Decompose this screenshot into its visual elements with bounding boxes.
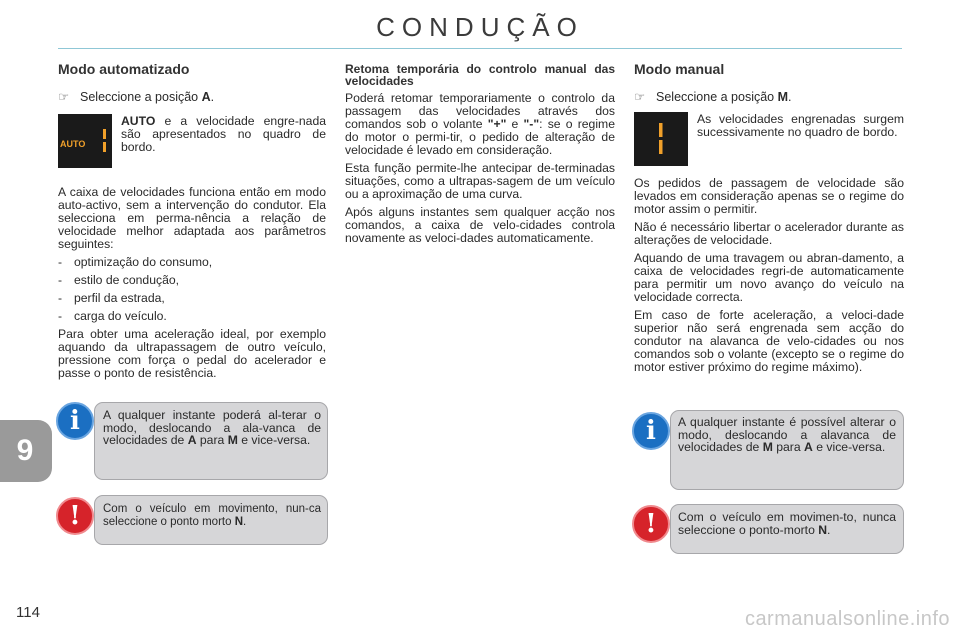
heading-automatic-mode: Modo automatizado [58, 61, 190, 77]
header-rule [58, 48, 902, 49]
page-number: 114 [16, 604, 40, 621]
manual-display-description: As velocidades engrenadas surgem sucessivamente no quadro de bordo. [697, 112, 904, 139]
paragraph: Não é necessário libertar o acelerador durante as alterações de velocidade. [634, 220, 904, 247]
heading-manual-mode: Modo manual [634, 61, 725, 77]
list-item: - perfil da estrada, [58, 291, 165, 305]
paragraph: Esta função permite-lhe antecipar de-terminadas situações, como a ultrapas-sagem de um veículo ou a aproximação de uma curva. [345, 161, 615, 201]
pointing-hand-icon: ☞ [58, 90, 70, 104]
bullet-select-m: ☞ Seleccione a posição M. [634, 90, 792, 104]
page-header [0, 0, 960, 50]
warning-text-right: Com o veículo em movimen-to, nunca seleccione o ponto-morto N. [678, 510, 896, 537]
pointing-hand-icon: ☞ [634, 90, 646, 104]
list-item: - carga do veículo. [58, 309, 167, 323]
auto-display-label: AUTO [60, 139, 86, 149]
info-text-right: A qualquer instante é possível alterar o modo, deslocando a alavanca de velocidades de M para A e vice-versa. [678, 415, 896, 455]
page-title: CONDUÇÃO [376, 12, 584, 42]
dashboard-auto-display [58, 114, 112, 168]
paragraph: A caixa de velocidades funciona então em modo auto-activo, sem a intervenção do condutor. Ela selecciona em perma-nência a relação de velocidade melhor adaptada aos parâmetros seguintes: [58, 185, 326, 251]
list-item: - optimização do consumo, [58, 255, 213, 269]
watermark: carmanualsonline.info [744, 608, 950, 630]
paragraph: Aquando de uma travagem ou abran-damento, a caixa de velocidades regri-de automaticamente para permitir um novo avanço do veículo na velocidade correcta. [634, 251, 904, 304]
bullet-select-a: ☞ Seleccione a posição A. [58, 90, 215, 104]
warning-icon: ! [56, 497, 94, 535]
list-item: - estilo de condução, [58, 273, 180, 287]
paragraph: Após alguns instantes sem qualquer acção nos comandos, a caixa de velo-cidades controla novamente as veloci-dades automaticamente. [345, 205, 615, 245]
info-icon: i [632, 412, 670, 450]
paragraph: Em caso de forte aceleração, a veloci-dade superior não será engrenada sem acção do condutor na alavanca de velo-cidades ou nos comandos sob o volante (excepto se o regime do motor estiver próximo do regime máximo). [634, 308, 904, 374]
paragraph: Para obter uma aceleração ideal, por exemplo aquando da ultrapassagem de outro veículo, pressione com força o pedal do acelerador e passe o ponto de resistência. [58, 327, 326, 380]
dashboard-manual-display [634, 112, 688, 166]
auto-description: AUTO e a velocidade engre-nada são apresentados no quadro de bordo. [121, 114, 326, 154]
right-body [634, 177, 904, 379]
info-text-left: A qualquer instante poderá al-terar o modo, deslocando a ala-vanca de velocidades de A para M e vice-versa. [103, 408, 321, 448]
left-body [58, 186, 326, 385]
paragraph: Poderá retomar temporariamente o controlo da passagem das velocidades através dos comandos sob o volante "+" e "-": se o regime do motor o permi-tir, o pedido de alteração de velocidade é levado em consideração. [345, 91, 615, 157]
gear-indicator-icon [102, 128, 108, 154]
paragraph: Os pedidos de passagem de velocidade são levados em consideração apenas se o regime do motor assim o permitir. [634, 176, 904, 216]
warning-text-left: Com o veículo em movimento, nun-ca seleccione o ponto morto N. [103, 503, 321, 528]
info-icon: i [56, 402, 94, 440]
chapter-number: 9 [16, 434, 34, 467]
heading-manual-override: Retoma temporária do controlo manual das velocidades [345, 62, 615, 88]
middle-body [345, 63, 615, 250]
gear-indicator-icon [658, 122, 664, 156]
warning-icon: ! [632, 505, 670, 543]
